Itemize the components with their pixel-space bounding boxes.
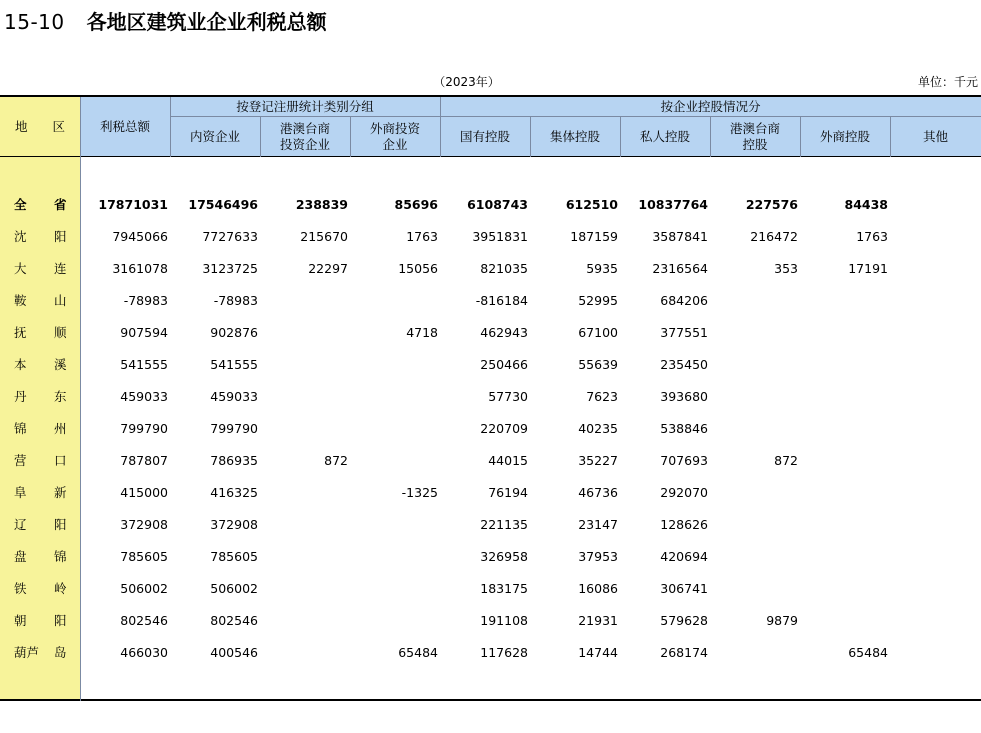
table-cell: 22297: [308, 261, 348, 276]
table-cell: [710, 317, 798, 349]
table-cell: 3951831: [472, 229, 528, 244]
table-cell: 227576: [745, 197, 798, 212]
table-row: [0, 285, 981, 317]
header-subcolumn: 集体控股: [549, 128, 600, 144]
table-cell: 326958: [480, 549, 528, 564]
table-cell: 907594: [120, 325, 168, 340]
table-cell: 506002: [210, 581, 258, 596]
region-name: [0, 381, 80, 413]
table-cell: 4718: [406, 325, 438, 340]
table-cell: 191108: [480, 613, 528, 628]
table-cell: 35227: [578, 453, 618, 468]
region-name-part: 口: [54, 453, 67, 468]
table-cell: 785605: [120, 549, 168, 564]
region-name-part: 岛: [54, 645, 67, 660]
table-cell: 802546: [120, 613, 168, 628]
table-cell: [710, 541, 798, 573]
table-cell: 65484: [398, 645, 438, 660]
table-row: [0, 189, 981, 221]
region-name: [0, 541, 80, 573]
table-cell: [890, 189, 978, 221]
table-cell: [350, 381, 438, 413]
table-cell: 6108743: [467, 197, 528, 212]
region-name-part: 锦: [14, 421, 27, 436]
table-cell: 55639: [578, 357, 618, 372]
table-cell: [710, 637, 798, 669]
region-name: [0, 573, 80, 605]
table-cell: [350, 605, 438, 637]
table-cell: 37953: [578, 549, 618, 564]
table-cell: 541555: [120, 357, 168, 372]
region-name-part: 沈: [14, 229, 27, 244]
table-row: [0, 445, 981, 477]
region-name-part: 山: [54, 293, 67, 308]
region-name-part: 铁: [14, 581, 27, 596]
table-cell: [890, 541, 978, 573]
table-cell: [260, 573, 348, 605]
header-group-holding: 按企业控股情况分: [660, 98, 761, 114]
table-cell: 14744: [578, 645, 618, 660]
region-name-part: 阳: [54, 517, 67, 532]
table-cell: 84438: [844, 197, 888, 212]
region-name: [0, 189, 80, 221]
table-cell: 250466: [480, 357, 528, 372]
table-cell: 46736: [578, 485, 618, 500]
table-cell: 707693: [660, 453, 708, 468]
table-row: [0, 509, 981, 541]
table-cell: 183175: [480, 581, 528, 596]
table-cell: 684206: [660, 293, 708, 308]
region-name-part: 阳: [54, 229, 67, 244]
region-name-part: 辽: [14, 517, 27, 532]
header-subcolumn: 港澳台商 控股: [729, 120, 780, 152]
header-subcolumn: 其他: [922, 128, 948, 144]
table-cell: [800, 605, 888, 637]
table-cell: 23147: [578, 517, 618, 532]
table-cell: [890, 445, 978, 477]
header-group-registration: 按登记注册统计类别分组: [236, 98, 374, 114]
table-cell: 10837764: [638, 197, 708, 212]
table-cell: 17871031: [98, 197, 168, 212]
table-cell: [260, 477, 348, 509]
table-cell: 541555: [210, 357, 258, 372]
table-cell: [890, 317, 978, 349]
region-name-part: 本: [14, 357, 27, 372]
table-number: 15-10: [4, 10, 65, 34]
table-cell: 872: [324, 453, 348, 468]
table-cell: [260, 349, 348, 381]
table-row: [0, 221, 981, 253]
table-cell: [710, 477, 798, 509]
table-cell: 2316564: [652, 261, 708, 276]
table-cell: 67100: [578, 325, 618, 340]
table-cell: 128626: [660, 517, 708, 532]
table-cell: [350, 413, 438, 445]
table-cell: [800, 349, 888, 381]
table-cell: [800, 285, 888, 317]
header-subcolumn: 外商控股: [819, 128, 870, 144]
region-name-part: 鞍: [14, 293, 27, 308]
table-cell: [800, 445, 888, 477]
table-row: [0, 573, 981, 605]
table-cell: 372908: [120, 517, 168, 532]
table-cell: [260, 605, 348, 637]
region-name: [0, 221, 80, 253]
table-row: [0, 349, 981, 381]
table-cell: 17191: [848, 261, 888, 276]
region-name-part: 锦: [54, 549, 67, 564]
table-cell: 117628: [480, 645, 528, 660]
region-name-part: 连: [54, 261, 67, 276]
table-cell: 802546: [210, 613, 258, 628]
region-name-part: 省: [54, 197, 67, 212]
region-name: [0, 413, 80, 445]
table-cell: -78983: [213, 293, 258, 308]
table-cell: [710, 349, 798, 381]
header-region: 地 区: [14, 118, 65, 134]
region-name: [0, 509, 80, 541]
table-cell: 44015: [488, 453, 528, 468]
region-name-part: 阳: [54, 613, 67, 628]
region-name-part: 营: [14, 453, 27, 468]
bottom-rule: [0, 699, 981, 701]
table-cell: 416325: [210, 485, 258, 500]
table-cell: 787807: [120, 453, 168, 468]
table-cell: 799790: [210, 421, 258, 436]
table-cell: 1763: [406, 229, 438, 244]
header-bottom-rule: [0, 156, 981, 157]
region-name-part: 州: [54, 421, 67, 436]
table-row: [0, 541, 981, 573]
table-cell: [890, 637, 978, 669]
region-name-part: 顺: [54, 325, 67, 340]
table-cell: 76194: [488, 485, 528, 500]
table-cell: 7945066: [112, 229, 168, 244]
header-subcolumn: 港澳台商 投资企业: [279, 120, 330, 152]
header-subcolumn: 外商投资 企业: [369, 120, 420, 152]
table-cell: 786935: [210, 453, 258, 468]
table-cell: 785605: [210, 549, 258, 564]
table-cell: [260, 541, 348, 573]
table-cell: [890, 605, 978, 637]
region-name-part: 阜: [14, 485, 27, 500]
table-cell: 1763: [856, 229, 888, 244]
region-name-part: 新: [54, 485, 67, 500]
region-name-part: 丹: [14, 389, 27, 404]
table-cell: [350, 285, 438, 317]
table-cell: -1325: [401, 485, 438, 500]
table-cell: 85696: [394, 197, 438, 212]
table-cell: [890, 285, 978, 317]
table-cell: 579628: [660, 613, 708, 628]
region-name: [0, 285, 80, 317]
table-cell: 462943: [480, 325, 528, 340]
year-label: （2023年）: [433, 75, 500, 89]
table-cell: [260, 637, 348, 669]
table-cell: [350, 541, 438, 573]
region-name-part: 盘: [14, 549, 27, 564]
table-cell: 420694: [660, 549, 708, 564]
header-total: 利税总额: [99, 118, 150, 134]
region-name-part: 抚: [14, 325, 27, 340]
table-row: [0, 253, 981, 285]
table-cell: 400546: [210, 645, 258, 660]
table-row: [0, 477, 981, 509]
table-cell: 238839: [295, 197, 348, 212]
table-cell: 902876: [210, 325, 258, 340]
table-cell: [890, 349, 978, 381]
table-cell: [350, 509, 438, 541]
table-cell: 5935: [586, 261, 618, 276]
table-cell: 538846: [660, 421, 708, 436]
table-cell: 306741: [660, 581, 708, 596]
table-cell: [890, 477, 978, 509]
table-cell: [710, 573, 798, 605]
table-cell: 268174: [660, 645, 708, 660]
table-cell: 235450: [660, 357, 708, 372]
table-cell: [800, 317, 888, 349]
table-cell: -78983: [123, 293, 168, 308]
table-cell: [260, 317, 348, 349]
table-cell: [890, 413, 978, 445]
table-cell: 15056: [398, 261, 438, 276]
table-cell: [800, 477, 888, 509]
table-cell: 459033: [120, 389, 168, 404]
table-cell: [260, 381, 348, 413]
region-name: [0, 349, 80, 381]
table-cell: 3161078: [112, 261, 168, 276]
table-cell: [710, 413, 798, 445]
table-cell: [890, 573, 978, 605]
table-cell: [260, 413, 348, 445]
table-cell: [710, 381, 798, 413]
table-cell: 221135: [480, 517, 528, 532]
table-cell: 52995: [578, 293, 618, 308]
table-title: 各地区建筑业企业利税总额: [86, 10, 327, 34]
region-name-part: 全: [14, 197, 27, 212]
table-cell: 65484: [848, 645, 888, 660]
table-row: [0, 381, 981, 413]
table-cell: -816184: [475, 293, 528, 308]
region-name: [0, 637, 80, 669]
table-cell: [350, 573, 438, 605]
table-cell: 220709: [480, 421, 528, 436]
header-subcolumn: 内资企业: [189, 128, 240, 144]
region-name-part: 东: [54, 389, 67, 404]
region-name: [0, 253, 80, 285]
table-cell: 872: [774, 453, 798, 468]
table-cell: 3587841: [652, 229, 708, 244]
unit-label: 单位：千元: [917, 75, 978, 89]
table-cell: 415000: [120, 485, 168, 500]
table-cell: 21931: [578, 613, 618, 628]
header-subcolumn: 国有控股: [459, 128, 510, 144]
page-title: [4, 6, 327, 35]
table-cell: 7623: [586, 389, 618, 404]
table-row: [0, 605, 981, 637]
table-row: [0, 317, 981, 349]
table-cell: [350, 349, 438, 381]
table-cell: 16086: [578, 581, 618, 596]
region-name-part: 大: [14, 261, 27, 276]
table-cell: 40235: [578, 421, 618, 436]
table-cell: 57730: [488, 389, 528, 404]
table-cell: 466030: [120, 645, 168, 660]
region-name-part: 朝: [14, 613, 27, 628]
table-cell: [260, 285, 348, 317]
table-cell: 3123725: [202, 261, 258, 276]
table-cell: [710, 509, 798, 541]
region-name-part: 葫芦: [14, 645, 40, 660]
table-cell: 612510: [565, 197, 618, 212]
region-name-part: 溪: [54, 357, 67, 372]
table-cell: 215670: [300, 229, 348, 244]
table-cell: [800, 413, 888, 445]
table-cell: [890, 253, 978, 285]
table-cell: 506002: [120, 581, 168, 596]
table-cell: 821035: [480, 261, 528, 276]
table-cell: [800, 573, 888, 605]
table-cell: [710, 285, 798, 317]
table-row: [0, 413, 981, 445]
header-subcolumn: 私人控股: [639, 128, 690, 144]
table-cell: 17546496: [188, 197, 258, 212]
region-name: [0, 605, 80, 637]
table-cell: 377551: [660, 325, 708, 340]
table-cell: 187159: [570, 229, 618, 244]
table-cell: 393680: [660, 389, 708, 404]
table-cell: [800, 509, 888, 541]
region-name: [0, 445, 80, 477]
table-cell: 459033: [210, 389, 258, 404]
table-cell: 799790: [120, 421, 168, 436]
table-cell: [890, 221, 978, 253]
table-cell: 216472: [750, 229, 798, 244]
table-cell: 7727633: [202, 229, 258, 244]
table-cell: [890, 381, 978, 413]
table-cell: 353: [774, 261, 798, 276]
table-cell: 9879: [766, 613, 798, 628]
table-cell: [890, 509, 978, 541]
region-name-part: 岭: [54, 581, 67, 596]
table-cell: [800, 381, 888, 413]
region-name: [0, 317, 80, 349]
region-name: [0, 477, 80, 509]
table-cell: 372908: [210, 517, 258, 532]
table-cell: [350, 445, 438, 477]
table-cell: [260, 509, 348, 541]
table-row: [0, 637, 981, 669]
table-cell: [800, 541, 888, 573]
table-cell: 292070: [660, 485, 708, 500]
